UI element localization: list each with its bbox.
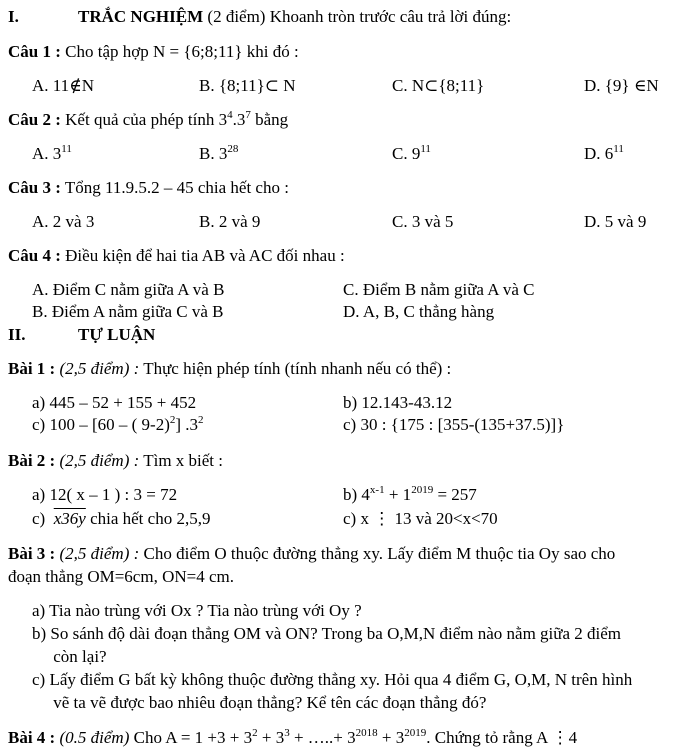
exercise-2-b-pre: b) 4 [343,485,370,504]
question-4 [8,246,345,266]
exercise-1-c-pre: c) 100 – [60 – ( 9-2) [32,415,170,434]
exercise-1-b: b) 12.143-43.12 [343,393,453,412]
section-2-heading [8,325,155,345]
section-2-title: TỰ LUẬN [78,325,156,344]
q2-option-c [392,144,431,164]
exercise-4-text-3: + …..+ 3 [289,728,356,747]
question-2 [8,110,288,130]
q1-option-c: C. N⊂{8;11} [392,76,485,95]
exercise-1-d: c) 30 : {175 : [355-(135+37.5)]} [343,415,565,434]
exercise-2-c [32,509,210,529]
exercise-2-points: (2,5 điểm) : [55,451,140,470]
exercise-3-c-line-2: vẽ ta vẽ được bao nhiêu đoạn thẳng? Kể tên các đoạn thẳng đó? [32,693,487,712]
question-4-label: Câu 4 : [8,246,61,265]
exercise-1-c-mid: ] .3 [175,415,199,434]
question-2-exp-2: 7 [245,109,251,121]
exercise-2-c-post: chia hết cho 2,5,9 [85,509,211,528]
exercise-3-text-2: đoạn thẳng OM=6cm, ON=4 cm. [8,567,234,586]
exercise-3-b-line-2: còn lại? [32,647,107,666]
q3-option-b: B. 2 và 9 [199,212,261,231]
exercise-2 [8,451,223,471]
q2-option-c-exp: 11 [420,143,431,155]
exercise-4-text-1: Cho A = 1 +3 + 3 [129,728,253,747]
question-2-text-mid: .3 [232,110,246,129]
question-1-label: Câu 1 : [8,42,61,61]
question-4-text: Điều kiện để hai tia AB và AC đối nhau : [60,246,345,265]
q1-option-a: A. 11∉N [32,76,95,95]
q2-option-a [32,144,72,164]
question-2-text-pre: Kết quả của phép tính 3 [60,110,228,129]
exercise-1-c-exp-1: 2 [169,414,176,426]
q4-option-d: D. A, B, C thẳng hàng [343,302,495,321]
question-1 [8,42,299,62]
exercise-2-b-post: = 257 [433,485,477,504]
exercise-1-points: (2,5 điểm) : [55,359,140,378]
exercise-3-text-1: Cho điểm O thuộc đường thẳng xy. Lấy điểm M thuộc tia Oy sao cho [139,544,616,563]
exercise-3-a: a) Tia nào trùng với Ox ? Tia nào trùng với Oy ? [32,601,362,620]
exercise-2-c-number: x36y [53,509,86,528]
exercise-3-b-line-1: b) So sánh độ dài đoạn thẳng OM và ON? Trong ba O,M,N điểm nào nằm giữa 2 điểm [32,624,622,643]
question-2-exp-1: 4 [227,109,233,121]
exercise-4 [8,728,577,748]
exercise-2-d: c) x ⋮ 13 và 20<x<70 [343,509,498,528]
q1-option-d: D. {9} ∈N [584,76,659,95]
question-1-text: Cho tập hợp N = {6;8;11} khi đó : [60,42,299,61]
exercise-3-label: Bài 3 : [8,544,56,563]
section-1-desc: (2 điểm) Khoanh tròn trước câu trả lời đúng: [203,7,512,26]
question-2-label: Câu 2 : [8,110,61,129]
exercise-1-c [32,415,204,435]
exercise-4-exp-2: 3 [284,727,290,739]
q3-option-d: D. 5 và 9 [584,212,647,231]
q2-option-b [199,144,238,164]
q3-option-a: A. 2 và 3 [32,212,95,231]
q4-option-a: A. Điểm C nằm giữa A và B [32,280,225,299]
exercise-2-b [343,485,477,505]
section-1-number: I. [8,7,19,26]
exercise-3-c-line-1: c) Lấy điểm G bất kỳ không thuộc đường thẳng xy. Hỏi qua 4 điểm G, O,M, N trên hình [32,670,633,689]
exercise-1-text: Thực hiện phép tính (tính nhanh nếu có thể) : [139,359,452,378]
exercise-2-c-pre: c) [32,509,54,528]
exercise-2-a: a) 12( x – 1 ) : 3 = 72 [32,485,178,504]
question-3 [8,178,289,198]
q2-option-c-base: C. 9 [392,144,421,163]
question-3-text: Tổng 11.9.5.2 – 45 chia hết cho : [60,178,289,197]
exercise-4-exp-3: 2018 [355,727,378,739]
exercise-1 [8,359,451,379]
exercise-4-exp-1: 2 [252,727,258,739]
q2-option-d-exp: 11 [613,143,624,155]
q2-option-a-base: A. 3 [32,144,62,163]
exercise-1-a: a) 445 – 52 + 155 + 452 [32,393,197,412]
q4-option-c: C. Điểm B nằm giữa A và C [343,280,535,299]
q4-option-b: B. Điểm A nằm giữa C và B [32,302,224,321]
q2-option-a-exp: 11 [61,143,72,155]
q2-option-d [584,144,624,164]
section-1-heading [8,7,511,27]
section-1-title: TRẮC NGHIỆM [78,7,204,26]
q2-option-d-base: D. 6 [584,144,614,163]
exercise-1-label: Bài 1 : [8,359,56,378]
exercise-4-text-4: + 3 [377,728,405,747]
question-2-text-post: bằng [250,110,289,129]
exercise-4-text-2: + 3 [257,728,285,747]
exercise-4-text-5: . Chứng tỏ rằng A ⋮4 [426,728,578,747]
exercise-2-b-exp-2: 2019 [411,484,434,496]
exercise-3-points: (2,5 điểm) : [55,544,140,563]
exercise-4-points: (0.5 điểm) [55,728,130,747]
q2-option-b-exp: 28 [227,143,239,155]
q3-option-c: C. 3 và 5 [392,212,454,231]
q1-option-b: B. {8;11}⊂ N [199,76,296,95]
exercise-2-label: Bài 2 : [8,451,56,470]
exercise-2-text: Tìm x biết : [139,451,224,470]
exercise-2-b-exp-1: x-1 [369,484,385,496]
section-2-number: II. [8,325,26,344]
exercise-4-label: Bài 4 : [8,728,56,747]
exercise-1-c-exp-2: 2 [198,414,204,426]
exercise-2-b-mid: + 1 [384,485,412,504]
question-3-label: Câu 3 : [8,178,61,197]
exercise-4-exp-4: 2019 [404,727,427,739]
q2-option-b-base: B. 3 [199,144,228,163]
exercise-3 [8,544,615,564]
